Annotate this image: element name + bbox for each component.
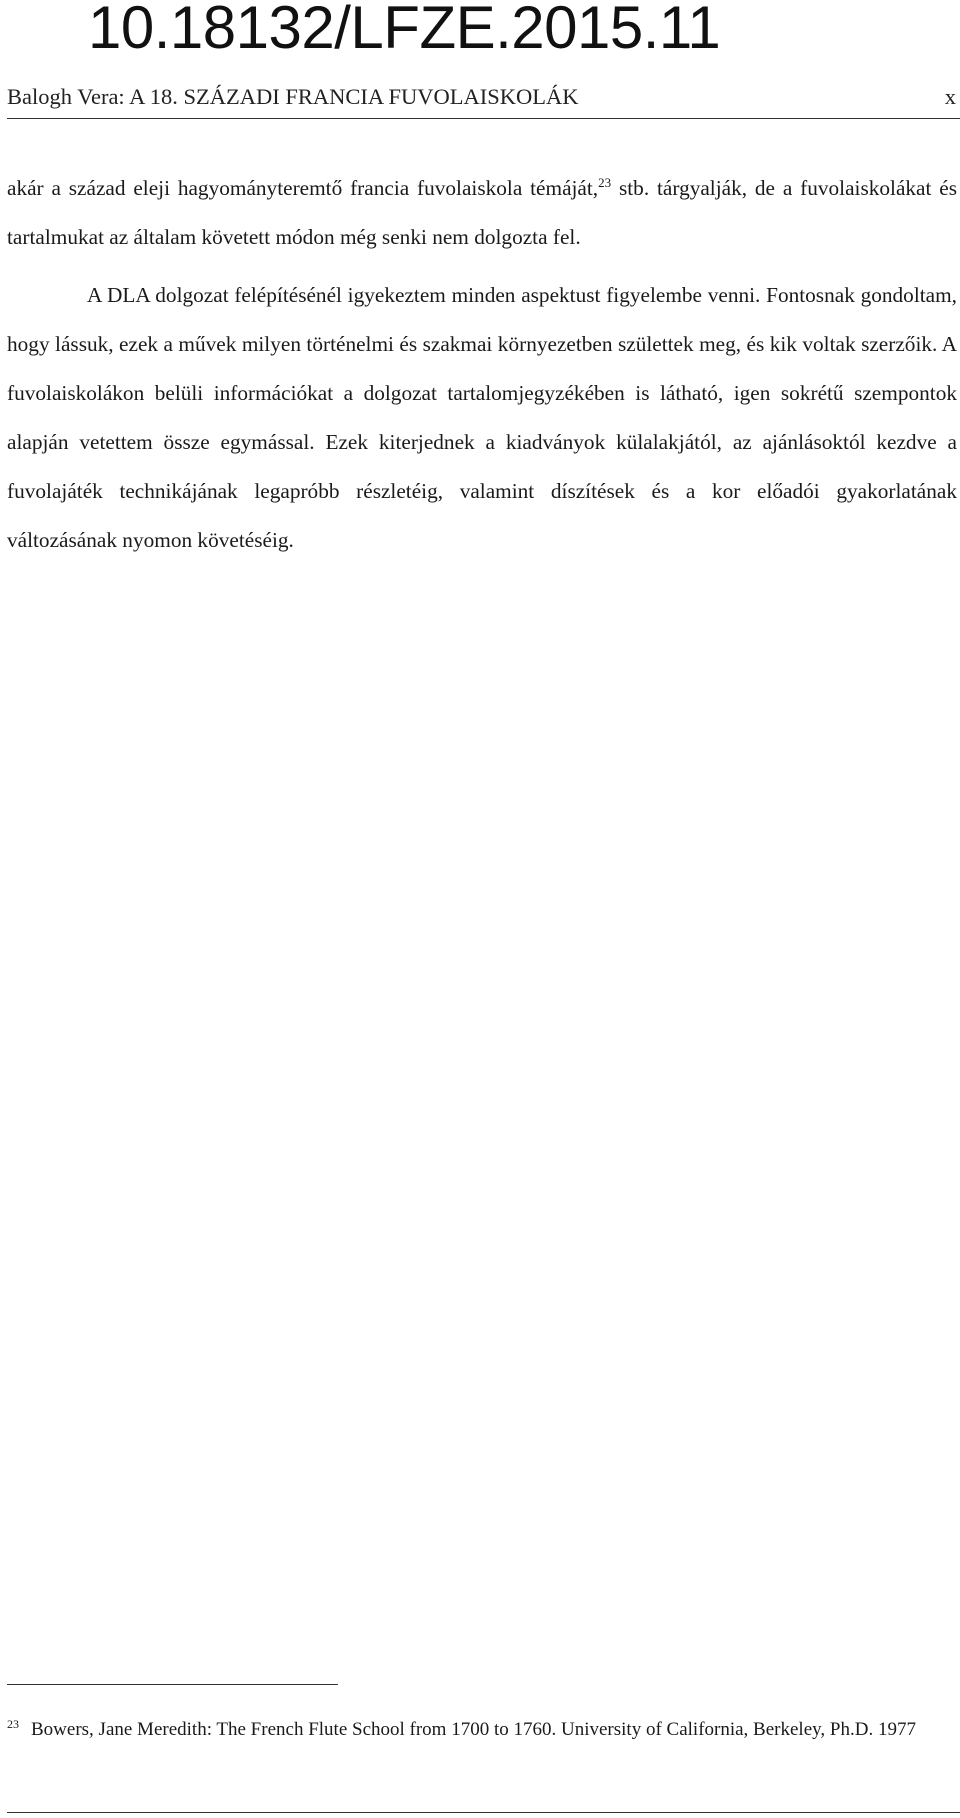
page-number: x [944,84,956,109]
running-title: Balogh Vera: A 18. SZÁZADI FRANCIA FUVOLAISKOLÁK [7,84,579,109]
paragraph-1 [7,164,957,262]
doi-identifier: 10.18132/LFZE.2015.11 [88,0,721,61]
footnote-text: Bowers, Jane Meredith: The French Flute School from 1700 to 1760. University of California, Berkeley, Ph.D. 1977 [31,1719,916,1740]
running-header [7,82,960,119]
paragraph-1-text-a: akár a század eleji hagyományteremtő francia fuvolaiskola témáját, [7,176,599,200]
footnote-number: 23 [7,1717,19,1731]
footnote-reference[interactable]: 23 [598,175,612,190]
paragraph-1-text-b: stb. tárgyalják, de a fuvolaiskolákat és tartalmukat az általam követett módon még senki nem dolgozta fel. [7,176,957,249]
footnote [7,1715,957,1744]
paragraph-2: A DLA dolgozat felépítésénél igyekeztem minden aspektust figyelembe venni. Fontosnak gondoltam, hogy lássuk, ezek a művek milyen történelmi és szakmai környezetben születtek meg, és kik voltak szerzőik. A fuvolaiskolákon belüli információkat a dolgozat tartalomjegyzékében is látható, igen sokrétű szempontok alapján vetettem össze egymással. Ezek kiterjednek a kiadványok külalakjától, az ajánlásoktól kezdve a fuvolajáték technikájának legapróbb részletéig, valamint díszítések és a kor előadói gyakorlatának változásának nyomon követéséig. [7,283,957,552]
bottom-rule [7,1812,960,1813]
body-text [7,164,957,565]
footnote-separator [7,1684,338,1685]
